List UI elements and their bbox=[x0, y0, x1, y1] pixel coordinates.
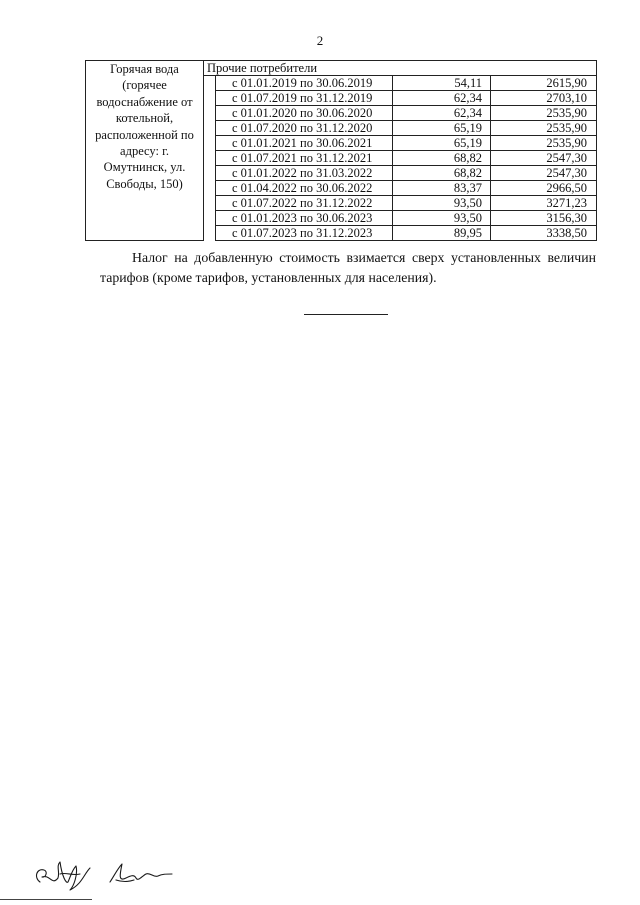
value-b-cell: 2547,30 bbox=[491, 166, 597, 181]
value-b-cell: 3338,50 bbox=[491, 226, 597, 241]
period-cell: с 01.01.2019 по 30.06.2019 bbox=[216, 76, 393, 91]
period-cell: с 01.01.2021 по 30.06.2021 bbox=[216, 136, 393, 151]
period-cell: с 01.07.2020 по 31.12.2020 bbox=[216, 121, 393, 136]
indent-spacer-cell bbox=[204, 91, 216, 106]
table-group-header-row bbox=[86, 61, 597, 76]
value-a-cell: 62,34 bbox=[393, 106, 491, 121]
value-a-cell: 68,82 bbox=[393, 151, 491, 166]
value-b-cell: 2535,90 bbox=[491, 136, 597, 151]
indent-spacer-cell bbox=[204, 76, 216, 91]
value-b-cell: 2966,50 bbox=[491, 181, 597, 196]
indent-spacer-cell bbox=[204, 196, 216, 211]
vat-note: Налог на добавленную стоимость взимается сверх установленных величин тарифов (кроме тарифов, установленных для населения). bbox=[100, 250, 596, 285]
value-a-cell: 54,11 bbox=[393, 76, 491, 91]
indent-spacer-cell bbox=[204, 121, 216, 136]
period-cell: с 01.07.2021 по 31.12.2021 bbox=[216, 151, 393, 166]
indent-spacer-cell bbox=[204, 106, 216, 121]
value-b-cell: 2703,10 bbox=[491, 91, 597, 106]
value-b-cell: 2535,90 bbox=[491, 121, 597, 136]
period-cell: с 01.01.2023 по 30.06.2023 bbox=[216, 211, 393, 226]
value-a-cell: 62,34 bbox=[393, 91, 491, 106]
indent-spacer-cell bbox=[204, 226, 216, 241]
indent-spacer-cell bbox=[204, 151, 216, 166]
period-cell: с 01.01.2020 по 30.06.2020 bbox=[216, 106, 393, 121]
value-a-cell: 83,37 bbox=[393, 181, 491, 196]
value-a-cell: 68,82 bbox=[393, 166, 491, 181]
footer-line bbox=[0, 899, 92, 900]
indent-spacer-cell bbox=[204, 181, 216, 196]
period-cell: с 01.04.2022 по 30.06.2022 bbox=[216, 181, 393, 196]
period-cell: с 01.07.2019 по 31.12.2019 bbox=[216, 91, 393, 106]
period-cell: с 01.01.2022 по 31.03.2022 bbox=[216, 166, 393, 181]
indent-spacer-cell bbox=[204, 136, 216, 151]
value-b-cell: 2615,90 bbox=[491, 76, 597, 91]
value-b-cell: 2535,90 bbox=[491, 106, 597, 121]
value-a-cell: 93,50 bbox=[393, 211, 491, 226]
consumer-group-cell: Прочие потребители bbox=[204, 61, 597, 76]
divider-line bbox=[304, 314, 388, 315]
value-b-cell: 3271,23 bbox=[491, 196, 597, 211]
period-cell: с 01.07.2023 по 31.12.2023 bbox=[216, 226, 393, 241]
value-b-cell: 2547,30 bbox=[491, 151, 597, 166]
value-a-cell: 65,19 bbox=[393, 121, 491, 136]
value-a-cell: 65,19 bbox=[393, 136, 491, 151]
handwritten-initials-icon bbox=[30, 852, 190, 892]
tariff-table-body bbox=[86, 61, 597, 241]
value-b-cell: 3156,30 bbox=[491, 211, 597, 226]
tariff-table bbox=[85, 60, 597, 241]
value-a-cell: 89,95 bbox=[393, 226, 491, 241]
value-a-cell: 93,50 bbox=[393, 196, 491, 211]
indent-spacer-cell bbox=[204, 166, 216, 181]
period-cell: с 01.07.2022 по 31.12.2022 bbox=[216, 196, 393, 211]
service-description-cell: Горячая вода (горячее водоснабжение от котельной, расположенной по адресу: г. Омутнинск, ул. Свободы, 150) bbox=[86, 61, 204, 241]
indent-spacer-cell bbox=[204, 211, 216, 226]
page-number: 2 bbox=[316, 33, 324, 48]
